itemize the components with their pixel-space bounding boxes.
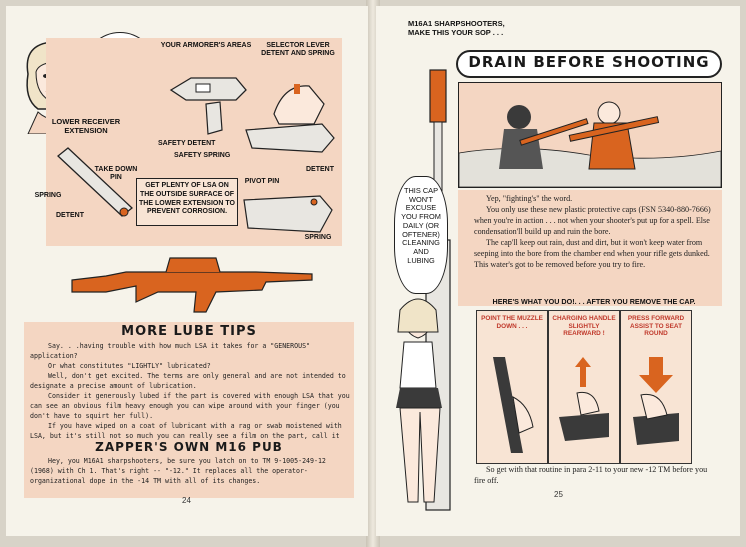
sop-kicker: M16A1 SHARPSHOOTERS, MAKE THIS YOUR SOP . . . [408,19,505,37]
takedown-pin-label: TAKE DOWN PIN [94,166,138,182]
pivot-pin-label: PIVOT PIN [244,178,280,185]
body-para-3: The cap'll keep out rain, dust and dirt, but it won't keep water from seeping into the bore from the chamber end when your rifle gets dunked. This water's got to be removed before you try to fire. [474,238,710,269]
page-number-left: 24 [182,496,191,505]
more-lube-para-3: Well, don't get excited. The terms are only general and are not intended to designate a precise amount of lubrication. [30,372,346,390]
lsa-callout [136,178,238,226]
step-2-illustration [555,357,613,457]
lower-receiver-extension-label: LOWER RECEIVER EXTENSION [51,117,121,135]
pub-body: Hey, you M16A1 sharpshooters, be sure you latch on to TM 9-1005-249-12 (1968) with Ch 1. That's right -- "-12." It replaces all the operator-organizational dope in the -14 TM with all of its changes. [30,457,326,485]
soldiers-scene-panel [458,82,722,188]
pivot-detent-label: DETENT [306,166,334,173]
armorer-areas-title: YOUR ARMORER'S AREAS [160,42,252,49]
pivot-spring-label: SPRING [304,234,332,241]
more-lube-para-5: If you have wiped on a coat of lubricant with a rag or swab moistened with LSA, but it's still not so much you can really see a film on the part, call it [30,422,342,440]
step-3-illustration [627,357,685,457]
pivot-receiver-drawing [240,192,336,238]
buffer-tube-drawing [52,146,142,236]
left-page [6,6,368,536]
ground-strip [36,306,336,323]
lsa-callout-text: GET PLENTY OF LSA ON THE OUTSIDE SURFACE OF THE LOWER EXTENSION TO PREVENT CORROSION. [139,182,235,216]
more-lube-body [30,341,350,451]
selector-lever-label: SELECTOR LEVER DETENT AND SPRING [261,42,335,58]
pub-heading: ZAPPER'S OWN M16 PUB [95,440,283,454]
cap-speech-bubble: THIS CAP WON'T EXCUSE YOU FROM DAILY (OR OFTENER) CLEANING AND LUBING [394,176,448,294]
step-1-label: POINT THE MUZZLE DOWN . . . [481,315,543,330]
detent-label: DETENT [56,212,84,219]
right-page [376,6,740,536]
upper-receiver-drawing [242,118,338,158]
step-1-panel [476,310,548,464]
more-lube-heading: MORE LUBE TIPS [121,324,257,339]
pinup-girl-illustration [378,292,458,512]
more-lube-para-1: Say. . .having trouble with how much LSA it takes for a "GENEROUS" application? [30,342,311,360]
soldiers-illustration [459,83,721,187]
step-2-panel [548,310,620,464]
safety-spring-label: SAFETY SPRING [174,152,231,159]
body-text [474,193,718,270]
step-3-label: PRESS FORWARD ASSIST TO SEAT ROUND [627,315,685,338]
step-2-label: CHARGING HANDLE SLIGHTLY REARWARD ! [552,315,616,338]
grip-drawing [202,100,226,136]
spring-label: SPRING [34,192,62,199]
body-para-1: Yep, "fighting's" the word. [486,194,573,203]
body-para-2: You only use these new plastic protective caps (FSN 5340-880-7666) when you're in action . . . not when your shooter's put up for a spell. Else condensation'll build up and ruin the bore. [474,205,711,236]
closing-text: So get with that routine in para 2-11 to your new -12 TM before you fire off. [474,465,708,485]
step-3-panel [620,310,692,464]
more-lube-para-4: Consider it generously lubed if the part is covered with enough LSA that you can see an obvious film heavy enough you can wipe around with your finger (you don't have to squirt her full). [30,392,350,420]
steps-heading: HERE'S WHAT YOU DO!. . . AFTER YOU REMOVE THE CAP. [492,297,696,306]
more-lube-para-2: Or what constitutes "LIGHTLY" lubricated? [48,362,211,370]
page-number-right: 25 [554,490,563,499]
step-1-illustration [483,357,541,457]
page-title: DRAIN BEFORE SHOOTING [468,53,710,71]
safety-detent-label: SAFETY DETENT [158,140,216,147]
